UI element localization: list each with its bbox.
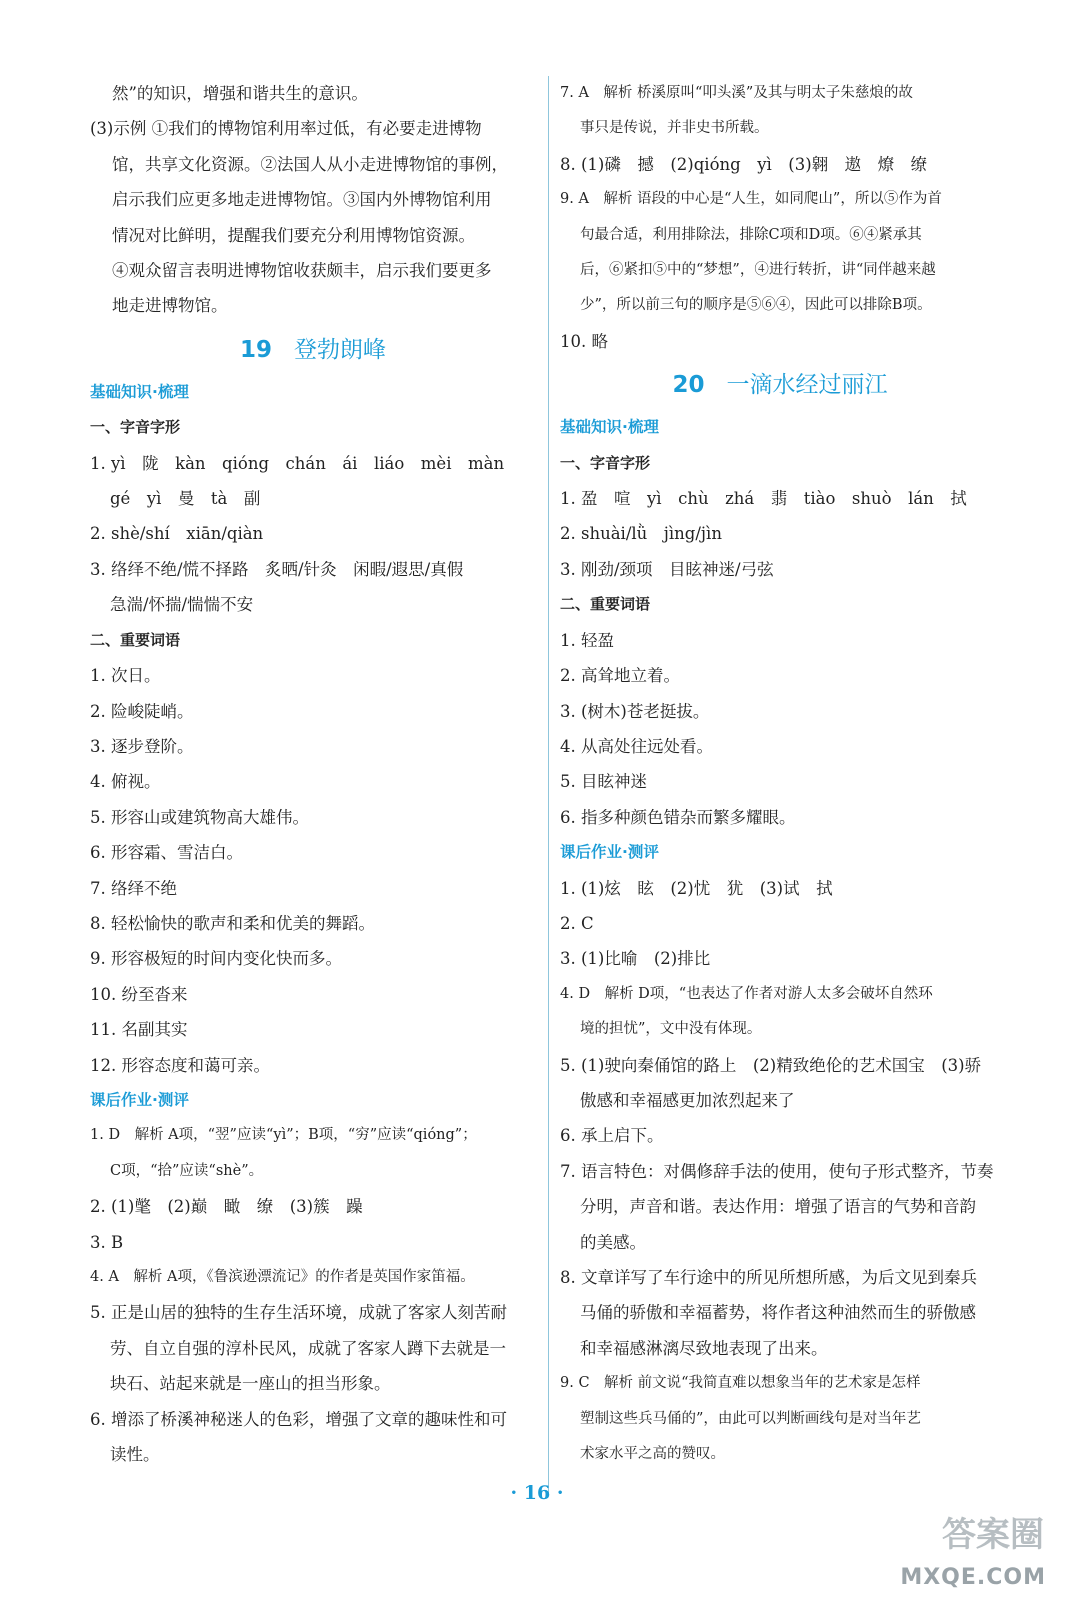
answer-line: 1. 轻盈	[560, 630, 614, 650]
text-line: 情况对比鲜明，提醒我们要充分利用博物馆资源。	[112, 225, 475, 245]
answer-line: C项，“拾”应读“shè”。	[110, 1162, 264, 1179]
answer-line: 3. 逐步登阶。	[90, 736, 194, 756]
subsection-header: 一、字音字形	[90, 418, 181, 437]
answer-line: 4. 从高处往远处看。	[560, 736, 713, 756]
answer-line: 3. 刚劲/颈项 目眩神迷/弓弦	[560, 559, 774, 579]
text-line: 馆，共享文化资源。②法国人从小走进博物馆的事例，	[112, 154, 508, 174]
answer-line: 4. D 解析 D项，“也表达了作者对游人太多会破坏自然环	[560, 985, 933, 1002]
answer-line: 5. 正是山居的独特的生存生活环境，成就了客家人刻苦耐	[90, 1303, 507, 1323]
answer-line: 块石、站起来就是一座山的担当形象。	[110, 1374, 391, 1394]
answer-line: 8. 文章详写了车行途中的所见所想所感，为后文见到秦兵	[560, 1268, 977, 1287]
left-column	[90, 76, 536, 1472]
answer-line: 2. (1)氅 (2)巅 瞰 缭 (3)簇 躁	[90, 1197, 363, 1217]
text-line: (3)示例 ①我们的博物馆利用率过低，有必要走进博物	[90, 119, 482, 139]
answer-line: 句最合适，利用排除法，排除C项和D项。⑥④紧承其	[580, 226, 922, 243]
answer-line: 6. 形容霜、雪洁白。	[90, 843, 243, 863]
answer-line: 和幸福感淋漓尽致地表现了出来。	[580, 1338, 828, 1358]
answer-line: 7. 络绎不绝	[90, 878, 177, 898]
watermark-logo: 答案圈	[942, 1515, 1044, 1555]
answer-line: 10. 略	[560, 331, 608, 351]
answer-line: 4. A 解析 A项，《鲁滨逊漂流记》的作者是英国作家笛福。	[90, 1269, 475, 1285]
answer-line: 6. 承上启下。	[560, 1126, 664, 1146]
answer-line: 2. shuài/lǜ jìng/jìn	[560, 524, 722, 544]
answer-line: 3. B	[90, 1232, 124, 1252]
section-header: 基础知识·梳理	[560, 418, 659, 437]
text-line: 启示我们应更多地走进博物馆。③国内外博物馆利用	[112, 190, 492, 210]
answer-line: 10. 纷至沓来	[90, 984, 188, 1004]
section-header: 课后作业·测评	[560, 843, 659, 862]
chapter-title: 一滴水经过丽江	[726, 372, 888, 399]
answer-line: 8. (1)磷 撼 (2)qióng yì (3)翱 遨 燎 缭	[560, 154, 928, 174]
page-number: · 16 ·	[510, 1482, 564, 1504]
answer-line: 12. 形容态度和蔼可亲。	[90, 1055, 270, 1075]
answer-line: 9. C 解析 前文说“我简直难以想象当年的艺术家是怎样	[560, 1375, 921, 1392]
answer-line: 事只是传说，并非史书所载。	[580, 120, 769, 137]
answer-line: 马俑的骄傲和幸福蓄势，将作者这种油然而生的骄傲感	[580, 1303, 976, 1323]
answer-line: 9. A 解析 语段的中心是“人生，如同爬山”，所以⑤作为首	[560, 191, 942, 208]
answer-line: 2. 险峻陡峭。	[90, 701, 194, 721]
answer-line: 1. D 解析 A项，“翌”应读“yì”；B项，“穷”应读“qióng”；	[90, 1127, 477, 1144]
answer-line: 2. C	[560, 913, 594, 933]
answer-line: 后，⑥紧扣⑤中的“梦想”，④进行转折，讲“同伴越来越	[580, 262, 936, 279]
answer-line: 急湍/怀揣/惴惴不安	[110, 595, 254, 615]
chapter-title: 登勃朗峰	[294, 336, 386, 363]
answer-line: 3. 络绎不绝/慌不择路 炙晒/针灸 闲暇/遐思/真假	[90, 559, 464, 579]
answer-line: 1. yì 陇 kàn qióng chán ái liáo mèi màn	[90, 453, 505, 473]
text-line: ④观众留言表明进博物馆收获颇丰，启示我们要更多	[112, 261, 492, 281]
chapter-number: 20	[672, 372, 705, 399]
answer-line: 傲感和幸福感更加浓烈起来了	[580, 1090, 795, 1110]
answer-line: 塑制这些兵马俑的”，由此可以判断画线句是对当年艺	[580, 1410, 921, 1427]
section-header: 课后作业·测评	[90, 1090, 189, 1109]
answer-line: 的美感。	[580, 1232, 646, 1252]
chapter-number: 19	[239, 336, 272, 363]
subsection-header: 一、字音字形	[560, 453, 651, 472]
answer-line: 劳、自立自强的淳朴民风，成就了客家人蹲下去就是一	[110, 1338, 506, 1358]
answer-line: 1. 次日。	[90, 666, 161, 686]
answer-line: 8. 轻松愉快的歌声和柔和优美的舞蹈。	[90, 913, 375, 933]
chapter-heading	[90, 330, 536, 370]
answer-line: 3. (树木)苍老挺拔。	[560, 701, 710, 721]
answer-line: 少”，所以前三句的顺序是⑤⑥④，因此可以排除B项。	[580, 297, 932, 314]
answer-line: 2. 高耸地立着。	[560, 666, 680, 686]
answer-line: 5. 形容山或建筑物高大雄伟。	[90, 807, 309, 827]
column-divider	[548, 76, 549, 1496]
section-header: 基础知识·梳理	[90, 382, 189, 401]
answer-line: 11. 名副其实	[90, 1020, 188, 1040]
text-line: 然”的知识，增强和谐共生的意识。	[112, 84, 368, 103]
answer-line: 术家水平之高的赞叹。	[580, 1446, 725, 1463]
answer-line: 6. 增添了桥溪神秘迷人的色彩，增强了文章的趣味性和可	[90, 1409, 507, 1429]
answer-line: 2. shè/shí xiān/qiàn	[90, 524, 264, 544]
answer-line: 1. (1)炫 眩 (2)忧 犹 (3)试 拭	[560, 878, 833, 898]
subsection-header: 二、重要词语	[90, 630, 181, 649]
answer-line: 5. 目眩神迷	[560, 772, 647, 792]
answer-line: 境的担忧”，文中没有体现。	[580, 1021, 762, 1038]
answer-line: 6. 指多种颜色错杂而繁多耀眼。	[560, 807, 796, 827]
answer-line: 1. 盈 喧 yì chù zhá 翡 tiào shuò lán 拭	[560, 489, 967, 509]
answer-line: 7. 语言特色：对偶修辞手法的使用，使句子形式整齐，节奏	[560, 1161, 994, 1181]
answer-line: 9. 形容极短的时间内变化快而多。	[90, 949, 342, 969]
subsection-header: 二、重要词语	[560, 595, 651, 614]
answer-line: gé yì 曼 tà 副	[110, 489, 261, 509]
right-column	[560, 76, 1000, 1472]
answer-line: 7. A 解析 桥溪原叫“叩头溪”及其与明太子朱慈烺的故	[560, 85, 913, 101]
watermark-site: MXQE.COM	[900, 1565, 1046, 1590]
answer-line: 分明，声音和谐。表达作用：增强了语言的气势和音韵	[580, 1197, 976, 1217]
chapter-heading	[560, 365, 1000, 405]
answer-line: 4. 俯视。	[90, 772, 161, 792]
text-line: 地走进博物馆。	[112, 296, 228, 316]
answer-line: 读性。	[110, 1445, 160, 1465]
answer-line: 5. (1)驶向秦俑馆的路上 (2)精致绝伦的艺术国宝 (3)骄	[560, 1055, 982, 1075]
answer-line: 3. (1)比喻 (2)排比	[560, 949, 711, 969]
